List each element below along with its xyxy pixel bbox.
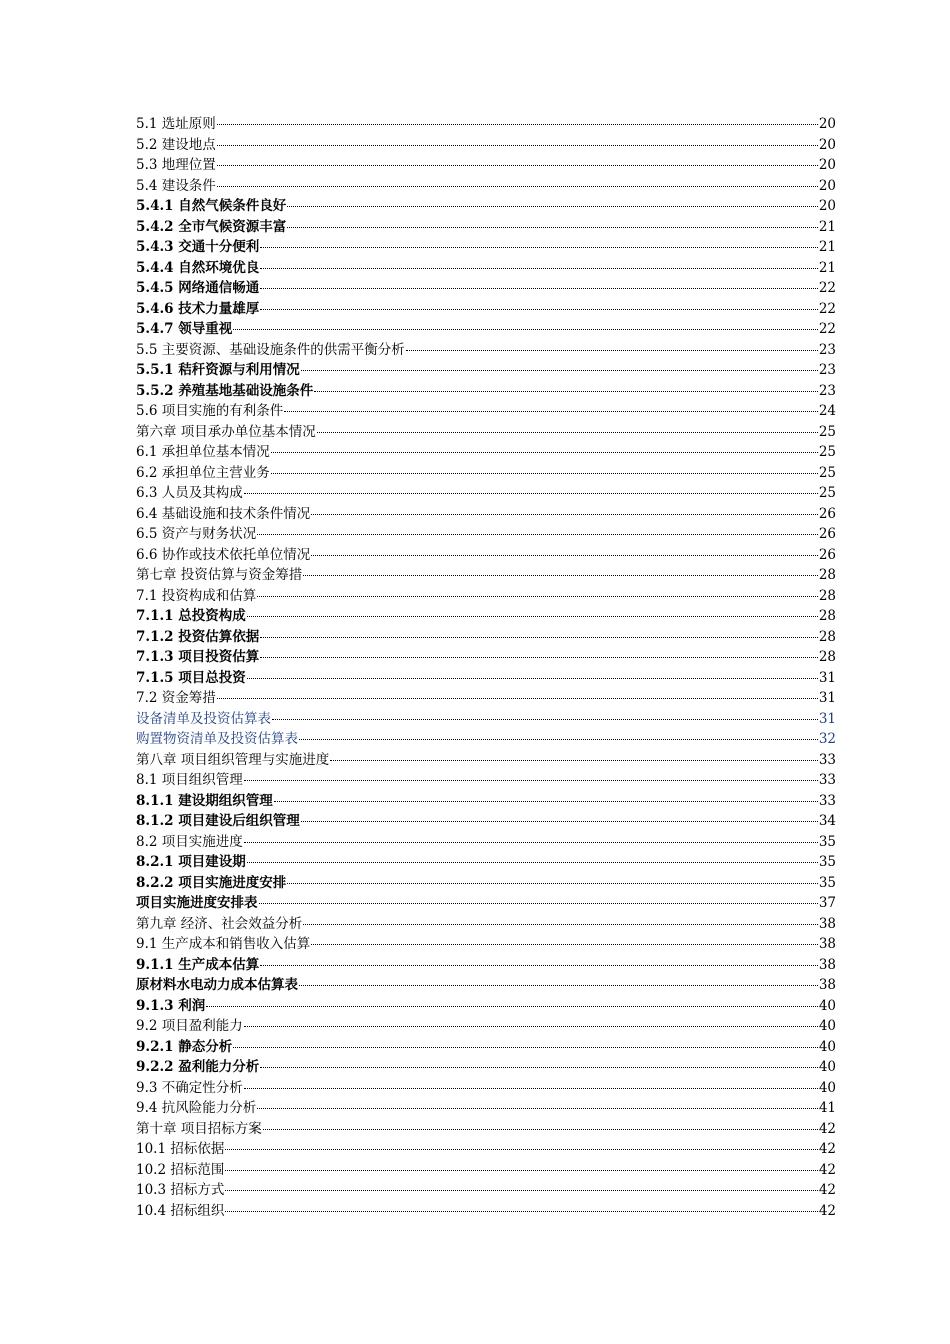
toc-entry-page: 38 — [818, 936, 836, 952]
toc-entry-page: 33 — [818, 772, 836, 788]
toc-entry-title: 5.1 选址原则 — [136, 116, 216, 132]
toc-entry[interactable] — [136, 606, 836, 627]
dot-leader — [233, 1047, 818, 1048]
toc-entry-page: 38 — [818, 915, 836, 932]
dot-leader — [311, 555, 818, 556]
dot-leader — [247, 616, 818, 617]
toc-entry-title: 第十章 项目招标方案 — [136, 1120, 262, 1137]
toc-entry[interactable] — [136, 319, 836, 340]
dot-leader — [217, 186, 818, 187]
toc-entry[interactable] — [136, 1119, 836, 1140]
table-of-contents — [136, 114, 836, 1221]
toc-entry[interactable] — [136, 668, 836, 689]
dot-leader — [260, 965, 818, 966]
dot-leader — [272, 719, 818, 720]
dot-leader — [406, 350, 818, 351]
toc-entry[interactable] — [136, 463, 836, 484]
toc-entry-page: 33 — [818, 792, 836, 809]
dot-leader — [260, 288, 818, 289]
dot-leader — [244, 842, 818, 843]
toc-entry-page: 42 — [818, 1161, 836, 1178]
toc-entry-page: 25 — [818, 423, 836, 440]
dot-leader — [287, 227, 818, 228]
dot-leader — [311, 944, 818, 945]
toc-entry-title: 原材料水电动力成本估算表 — [136, 977, 298, 993]
toc-entry-page: 40 — [818, 1079, 836, 1096]
toc-entry-title: 9.1.3 利润 — [136, 997, 206, 1014]
toc-entry[interactable] — [136, 565, 836, 586]
dot-leader — [225, 1190, 817, 1191]
dot-leader — [257, 596, 818, 597]
dot-leader — [257, 534, 818, 535]
toc-entry-title: 9.2.2 盈利能力分析 — [136, 1059, 260, 1075]
dot-leader — [271, 452, 818, 453]
dot-leader — [244, 1088, 818, 1089]
toc-entry-page: 20 — [818, 136, 836, 153]
toc-entry-page: 20 — [818, 157, 836, 173]
toc-entry-title: 9.3 不确定性分析 — [136, 1079, 243, 1096]
toc-entry[interactable] — [136, 709, 836, 730]
dot-leader — [206, 1006, 818, 1007]
toc-entry-page: 21 — [818, 239, 836, 255]
toc-entry[interactable] — [136, 278, 836, 299]
toc-entry[interactable] — [136, 893, 836, 914]
dot-leader — [314, 391, 818, 392]
toc-entry[interactable] — [136, 422, 836, 443]
toc-entry-title: 6.6 协作或技术依托单位情况 — [136, 546, 311, 563]
toc-entry-page: 42 — [818, 1141, 836, 1157]
toc-entry[interactable] — [136, 1057, 836, 1078]
toc-entry[interactable] — [136, 586, 836, 607]
toc-entry-page: 37 — [818, 895, 836, 911]
toc-entry[interactable] — [136, 258, 836, 279]
toc-entry-page: 24 — [818, 403, 836, 419]
dot-leader — [260, 637, 818, 638]
toc-entry-page: 28 — [818, 587, 836, 604]
dot-leader — [259, 903, 818, 904]
toc-entry-page: 42 — [818, 1202, 836, 1219]
toc-entry-page: 40 — [818, 997, 836, 1014]
toc-entry[interactable] — [136, 299, 836, 320]
toc-entry[interactable] — [136, 381, 836, 402]
toc-entry-title: 第八章 项目组织管理与实施进度 — [136, 751, 330, 768]
toc-entry-page: 20 — [818, 177, 836, 194]
toc-entry[interactable] — [136, 791, 836, 812]
toc-entry[interactable] — [136, 1139, 836, 1160]
dot-leader — [244, 1026, 818, 1027]
dot-leader — [217, 698, 818, 699]
dot-leader — [317, 432, 818, 433]
toc-entry-page: 38 — [818, 977, 836, 993]
toc-entry-page: 35 — [818, 874, 836, 891]
toc-entry-title: 8.2 项目实施进度 — [136, 833, 243, 850]
dot-leader — [287, 883, 818, 884]
toc-entry-title: 购置物资清单及投资估算表 — [136, 731, 298, 747]
toc-entry-page: 20 — [818, 198, 836, 214]
toc-entry[interactable] — [136, 360, 836, 381]
toc-entry-page: 21 — [818, 218, 836, 235]
toc-entry[interactable] — [136, 770, 836, 791]
toc-entry[interactable] — [136, 155, 836, 176]
toc-entry-title: 6.1 承担单位基本情况 — [136, 444, 270, 460]
toc-entry[interactable] — [136, 340, 836, 361]
toc-entry-title: 5.4.1 自然气候条件良好 — [136, 198, 287, 214]
dot-leader — [217, 145, 818, 146]
toc-entry-page: 25 — [818, 485, 836, 501]
toc-entry-page: 22 — [818, 280, 836, 296]
toc-entry[interactable] — [136, 934, 836, 955]
toc-entry[interactable] — [136, 135, 836, 156]
toc-entry[interactable] — [136, 1037, 836, 1058]
toc-entry-title: 7.1.2 投资估算依据 — [136, 628, 260, 645]
toc-entry-page: 20 — [818, 116, 836, 132]
toc-entry-page: 35 — [818, 833, 836, 850]
toc-entry[interactable] — [136, 1180, 836, 1201]
toc-entry[interactable] — [136, 1016, 836, 1037]
toc-entry[interactable] — [136, 1078, 836, 1099]
toc-entry-page: 38 — [818, 956, 836, 973]
toc-entry-page: 32 — [818, 731, 836, 747]
toc-entry-title: 9.1 生产成本和销售收入估算 — [136, 936, 311, 952]
toc-entry-title: 8.1 项目组织管理 — [136, 772, 243, 788]
toc-entry-title: 9.4 抗风险能力分析 — [136, 1100, 257, 1116]
toc-entry-page: 23 — [818, 341, 836, 358]
toc-entry-page: 28 — [818, 608, 836, 624]
toc-entry-title: 5.4.7 领导重视 — [136, 321, 233, 337]
toc-entry[interactable] — [136, 729, 836, 750]
dot-leader — [233, 329, 818, 330]
toc-entry-title: 10.4 招标组织 — [136, 1202, 225, 1219]
dot-leader — [299, 985, 818, 986]
dot-leader — [225, 1170, 817, 1171]
toc-entry-page: 35 — [818, 854, 836, 870]
toc-entry[interactable] — [136, 975, 836, 996]
toc-entry-title: 5.4.3 交通十分便利 — [136, 239, 260, 255]
dot-leader — [330, 760, 818, 761]
toc-entry-title: 5.4.4 自然环境优良 — [136, 259, 260, 276]
toc-entry-title: 7.1.1 总投资构成 — [136, 608, 246, 624]
dot-leader — [299, 739, 818, 740]
toc-entry-page: 26 — [818, 505, 836, 522]
toc-entry-page: 26 — [818, 526, 836, 542]
toc-entry[interactable] — [136, 442, 836, 463]
toc-entry-page: 22 — [818, 300, 836, 317]
toc-entry-title: 5.4.6 技术力量雄厚 — [136, 300, 260, 317]
toc-entry-title: 9.2 项目盈利能力 — [136, 1018, 243, 1034]
toc-entry-page: 40 — [818, 1059, 836, 1075]
toc-entry-page: 41 — [818, 1100, 836, 1116]
toc-entry-page: 28 — [818, 567, 836, 583]
toc-entry-title: 9.2.1 静态分析 — [136, 1038, 233, 1055]
toc-entry-title: 7.2 资金筹措 — [136, 690, 216, 706]
toc-entry-title: 5.6 项目实施的有利条件 — [136, 403, 284, 419]
dot-leader — [260, 657, 818, 658]
dot-leader — [260, 247, 818, 248]
dot-leader — [303, 924, 818, 925]
toc-entry-page: 42 — [818, 1120, 836, 1137]
toc-entry-page: 31 — [818, 669, 836, 686]
toc-entry-title: 6.3 人员及其构成 — [136, 485, 243, 501]
toc-entry-page: 31 — [818, 710, 836, 727]
toc-entry[interactable] — [136, 237, 836, 258]
toc-entry[interactable] — [136, 524, 836, 545]
toc-entry-page: 42 — [818, 1182, 836, 1198]
toc-entry-page: 28 — [818, 628, 836, 645]
toc-entry-page: 33 — [818, 751, 836, 768]
dot-leader — [301, 821, 818, 822]
toc-entry-page: 26 — [818, 546, 836, 563]
toc-entry-title: 5.4 建设条件 — [136, 177, 216, 194]
toc-entry-page: 23 — [818, 362, 836, 378]
dot-leader — [263, 1129, 818, 1130]
toc-entry-page: 31 — [818, 690, 836, 706]
toc-entry[interactable] — [136, 688, 836, 709]
dot-leader — [287, 206, 818, 207]
dot-leader — [225, 1211, 817, 1212]
toc-entry-title: 设备清单及投资估算表 — [136, 710, 271, 727]
toc-entry[interactable] — [136, 196, 836, 217]
toc-entry-page: 25 — [818, 444, 836, 460]
toc-entry[interactable] — [136, 1201, 836, 1222]
toc-entry-title: 7.1.5 项目总投资 — [136, 669, 246, 686]
dot-leader — [284, 411, 818, 412]
toc-entry-page: 34 — [818, 813, 836, 829]
toc-entry[interactable] — [136, 914, 836, 935]
toc-entry-title: 8.2.2 项目实施进度安排 — [136, 874, 287, 891]
toc-entry-title: 7.1 投资构成和估算 — [136, 587, 257, 604]
dot-leader — [244, 780, 818, 781]
toc-entry-title: 10.2 招标范围 — [136, 1161, 225, 1178]
toc-entry-page: 40 — [818, 1038, 836, 1055]
toc-entry-title: 8.1.2 项目建设后组织管理 — [136, 813, 300, 829]
toc-entry[interactable] — [136, 811, 836, 832]
dot-leader — [260, 268, 818, 269]
toc-entry[interactable] — [136, 1098, 836, 1119]
toc-entry[interactable] — [136, 217, 836, 238]
toc-entry[interactable] — [136, 504, 836, 525]
toc-entry-title: 8.2.1 项目建设期 — [136, 854, 246, 870]
dot-leader — [311, 514, 818, 515]
dot-leader — [301, 370, 818, 371]
toc-entry[interactable] — [136, 852, 836, 873]
toc-entry-page: 28 — [818, 649, 836, 665]
toc-entry-title: 6.5 资产与财务状况 — [136, 526, 257, 542]
toc-entry-title: 8.1.1 建设期组织管理 — [136, 792, 273, 809]
toc-entry-page: 40 — [818, 1018, 836, 1034]
dot-leader — [303, 575, 818, 576]
toc-entry-page: 21 — [818, 259, 836, 276]
toc-entry-title: 7.1.3 项目投资估算 — [136, 649, 260, 665]
toc-entry[interactable] — [136, 750, 836, 771]
toc-entry-title: 第七章 投资估算与资金筹措 — [136, 567, 303, 583]
dot-leader — [244, 493, 818, 494]
toc-entry[interactable] — [136, 1160, 836, 1181]
dot-leader — [217, 124, 818, 125]
toc-entry[interactable] — [136, 114, 836, 135]
toc-entry[interactable] — [136, 176, 836, 197]
toc-entry-title: 第九章 经济、社会效益分析 — [136, 915, 303, 932]
toc-entry[interactable] — [136, 627, 836, 648]
toc-entry-page: 22 — [818, 321, 836, 337]
toc-entry-title: 第六章 项目承办单位基本情况 — [136, 423, 316, 440]
dot-leader — [260, 1067, 818, 1068]
dot-leader — [257, 1108, 818, 1109]
dot-leader — [217, 165, 818, 166]
toc-entry[interactable] — [136, 832, 836, 853]
toc-entry-page: 25 — [818, 464, 836, 481]
dot-leader — [260, 309, 818, 310]
dot-leader — [271, 473, 818, 474]
toc-entry[interactable] — [136, 545, 836, 566]
toc-entry-title: 5.4.2 全市气候资源丰富 — [136, 218, 287, 235]
dot-leader — [247, 862, 818, 863]
toc-entry-title: 5.3 地理位置 — [136, 157, 216, 173]
toc-entry-title: 项目实施进度安排表 — [136, 895, 258, 911]
toc-entry-title: 5.5.1 秸秆资源与利用情况 — [136, 362, 300, 378]
toc-entry-title: 5.5.2 养殖基地基础设施条件 — [136, 382, 314, 399]
toc-entry[interactable] — [136, 955, 836, 976]
toc-entry-title: 5.2 建设地点 — [136, 136, 216, 153]
toc-entry[interactable] — [136, 996, 836, 1017]
toc-entry[interactable] — [136, 873, 836, 894]
toc-entry-title: 9.1.1 生产成本估算 — [136, 956, 260, 973]
toc-entry[interactable] — [136, 483, 836, 504]
toc-entry-title: 10.3 招标方式 — [136, 1182, 225, 1198]
toc-entry-title: 10.1 招标依据 — [136, 1141, 225, 1157]
dot-leader — [225, 1149, 817, 1150]
dot-leader — [247, 678, 818, 679]
toc-entry[interactable] — [136, 401, 836, 422]
toc-entry[interactable] — [136, 647, 836, 668]
dot-leader — [274, 801, 818, 802]
toc-entry-title: 5.5 主要资源、基础设施条件的供需平衡分析 — [136, 341, 405, 358]
toc-entry-title: 6.2 承担单位主营业务 — [136, 464, 270, 481]
toc-entry-page: 23 — [818, 382, 836, 399]
toc-entry-title: 6.4 基础设施和技术条件情况 — [136, 505, 311, 522]
toc-entry-title: 5.4.5 网络通信畅通 — [136, 280, 260, 296]
